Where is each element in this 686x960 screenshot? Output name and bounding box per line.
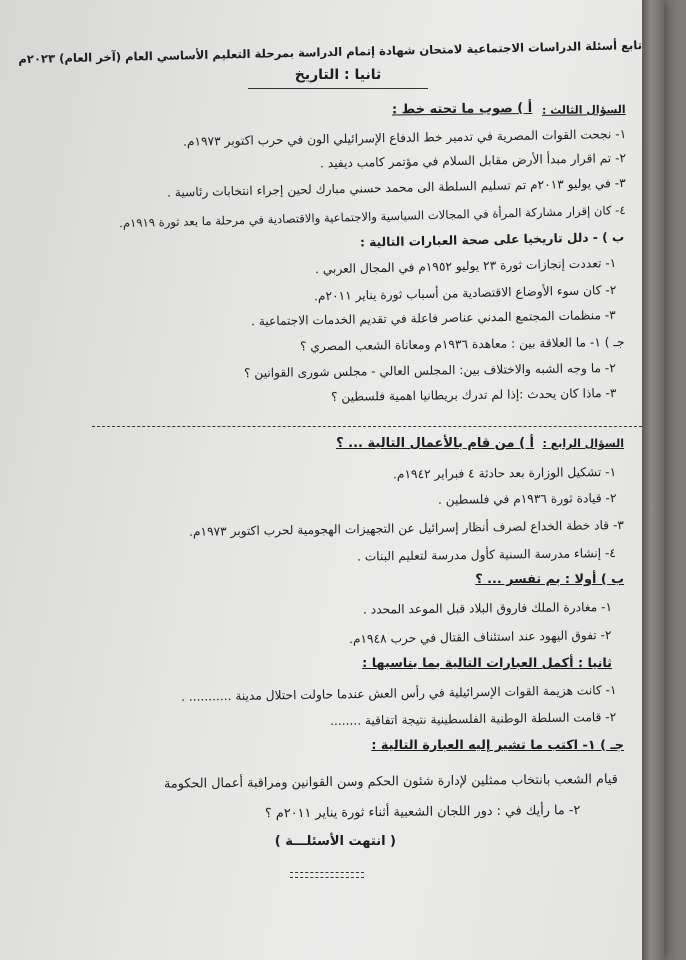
- exam-title: تابع أسئلة الدراسات الاجتماعية لامتحان شهادة إتمام الدراسة بمرحلة التعليم الأساسي العام (آخر العام) ٢٠٢٣م: [18, 38, 643, 67]
- q4-b-item-1: ١- مغادرة الملك فاروق البلاد قبل الموعد المحدد .: [362, 600, 613, 617]
- q4-part-a-heading: أ ) من قام بالأعمال التالية ... ؟: [336, 436, 534, 451]
- q3-a-item-3: ٣- في يوليو ٢٠١٣م تم تسليم السلطة الى محمد حسني مبارك لحين إجراء انتخابات رئاسية .: [167, 176, 627, 200]
- q3-part-a-heading: أ ) صوب ما تحته خط :: [391, 101, 533, 118]
- q4-a-item-4: ٤- إنشاء مدرسة السنية كأول مدرسة لتعليم البنات .: [357, 546, 617, 564]
- end-double-line: [290, 872, 364, 878]
- section-divider: [92, 426, 652, 427]
- q4-a-item-3: ٣- قاد خطة الخداع لصرف أنظار إسرائيل عن التجهيزات الهجومية لحرب اكتوبر ١٩٧٣م.: [189, 518, 625, 539]
- q3-part-b-heading: ب ) - دلل تاريخيا على صحة العبارات التالية :: [359, 230, 625, 250]
- q4-a-item-1: ١- تشكيل الوزارة بعد حادثة ٤ فبراير ١٩٤٢م.: [392, 465, 617, 482]
- q4-part-c-heading: جـ ) ١- اكتب ما تشير إليه العبارة التالية :: [371, 738, 624, 753]
- q3-c-item-3: ٣- ماذا كان يحدث :إذا لم تدرك بريطانيا اهمية فلسطين ؟: [330, 386, 617, 404]
- q3-a-item-1: ١- نجحت القوات المصرية في تدمير خط الدفاع الإسرائيلي الون في حرب اكتوبر ١٩٧٣م.: [182, 127, 627, 149]
- q3-label: السؤال الثالث :: [542, 103, 627, 117]
- q4-c-item-2: ٢- ما رأيك في : دور اللجان الشعبية أثناء ثورة يناير ٢٠١١م ؟: [264, 803, 581, 822]
- paper-edge-shadow: [642, 0, 664, 960]
- q3-c-item-2: ٢- ما وجه الشبه والاختلاف بين: المجلس العالي - مجلس شورى القوانين ؟: [244, 361, 617, 381]
- q4-c-statement: قيام الشعب بانتخاب ممثلين لإدارة شئون الحكم وسن القوانين ومراقبة أعمال الحكومة: [164, 772, 619, 792]
- q4-a-item-2: ٢- قيادة ثورة ١٩٣٦م في فلسطين .: [437, 491, 617, 507]
- q3-a-item-2: ٢- تم اقرار مبدأ الأرض مقابل السلام في مؤتمر كامب ديفيد .: [319, 151, 627, 171]
- q4-b-item-2: ٢- تفوق اليهود عند استئناف القتال في حرب ١٩٤٨م.: [349, 628, 613, 647]
- q4-part-b2-heading: ثانيا : أكمل العبارات التالية بما يناسبها :: [362, 656, 612, 671]
- q3-c-item-1: جـ ) ١- ما العلاقة بين : معاهدة ١٩٣٦م ومعاناة الشعب المصري ؟: [299, 335, 625, 354]
- end-text: ( انتهت الأسئلـــة ): [274, 834, 396, 849]
- q3-b-item-2: ٢- كان سوء الأوضاع الاقتصادية من أسباب ثورة يناير ٢٠١١م.: [313, 283, 617, 304]
- q3-b-item-3: ٣- منظمات المجتمع المدني عناصر فاعلة في تقديم الخدمات الاجتماعية .: [251, 308, 617, 329]
- q4-label: السؤال الرابع :: [542, 437, 624, 450]
- q4-b2-item-2: ٢- قامت السلطة الوطنية الفلسطينية نتيجة اتفاقية ........: [329, 710, 617, 728]
- q4-part-b-heading: ب ) أولا : بم تفسر ... ؟: [475, 572, 624, 587]
- q3-a-item-4: ٤- كان إقرار مشاركة المرأة في المجالات السياسية والاجتماعية والاقتصادية في مرحلة ما بعد ثورة ١٩١٩م.: [119, 203, 627, 231]
- q4-b2-item-1: ١- كانت هزيمة القوات الإسرائيلية في رأس العش عندما حاولت احتلال مدينة ........... .: [180, 683, 617, 704]
- section-title: ثانيا : التاريخ: [294, 67, 382, 83]
- q3-b-item-1: ١- تعددت إنجازات ثورة ٢٣ يوليو ١٩٥٢م في المجال العربي .: [314, 256, 617, 277]
